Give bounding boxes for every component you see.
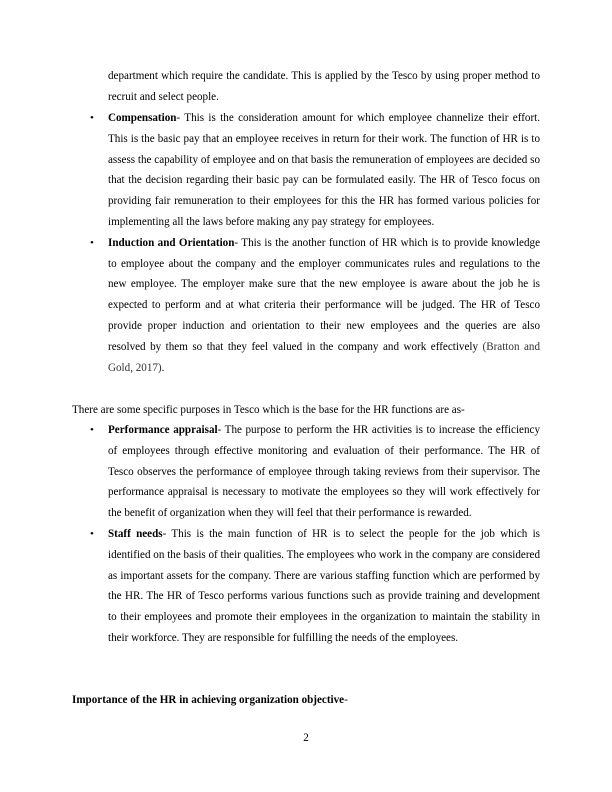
continuation-paragraph: department which require the candidate. This is applied by the Tesco by using proper method to recruit and select people. [108, 70, 540, 103]
purposes-intro: There are some specific purposes in Tesco which is the base for the HR functions are as- [72, 404, 465, 416]
bullet-icon: • [90, 236, 94, 249]
text-staff-needs: - This is the main function of HR is to select the people for the job which is identified on the basis of their qualities. The employees who work in the company are considered as important assets for the company. There are various staffing function which are performed by the HR. The HR of Tesco performs various functions such as provide training and development to their employees and promote their employees in the organization to maintain the stability in their workforce. They are responsible for fulfilling the needs of the employees. [108, 527, 541, 644]
page-number: 2 [303, 732, 309, 744]
term-staff-needs: Staff needs [108, 527, 163, 540]
text-performance-appraisal: - The purpose to perform the HR activities is to increase the efficiency of employees through effective monitoring and evaluation of their performance. The HR of Tesco observes the performance of employee through taking reviews from their supervisor. The performance appraisal is necessary to motivate the employees so they will work effectively for the benefit of organization when they will feel that their performance is rewarded. [108, 424, 540, 520]
list-item-performance-appraisal [90, 420, 540, 524]
bullet-icon: • [90, 527, 94, 540]
list-item-staff-needs [90, 524, 541, 649]
bullet-icon: • [90, 112, 94, 124]
text-compensation: - This is the consideration amount for which employee channelize their effort. This is the basic pay that an employee receives in return for their work. The function of HR is to assess the capability of employee and on that basis the remuneration of employees are decided so that the decision regarding their basic pay can be formulated easily. The HR of Tesco focus on providing fair remuneration to their employees for this the HR has formed various policies for implementing all the laws before making any pay strategy for employees. [108, 112, 540, 228]
bullet-icon: • [90, 424, 94, 436]
citation: (Bratton and Gold, 2017) [108, 340, 541, 374]
list-item-induction [90, 233, 541, 379]
term-performance-appraisal: Performance appraisal [108, 424, 218, 436]
text-induction: - This is the another function of HR which is to provide knowledge to employee about the company and the employer communicates rules and regulations to the new employee. The employer make sure that the new employee is aware about the job he is expected to perform and at what criteria their performance will be judged. The HR of Tesco provide proper induction and orientation to their new employees and the queries are also resolved by them so that they feel valued in the company and work effectively [108, 236, 541, 353]
section-heading-text: Importance of the HR in achieving organization objective [72, 694, 345, 706]
section-heading [72, 690, 348, 711]
hr-purposes-list [90, 420, 541, 649]
term-compensation: Compensation [108, 112, 177, 124]
list-item-compensation [90, 108, 540, 233]
term-induction: Induction and Orientation [108, 236, 235, 249]
sentence-end: . [161, 361, 165, 374]
section-heading-suffix: - [344, 694, 348, 706]
hr-functions-list [90, 108, 541, 378]
